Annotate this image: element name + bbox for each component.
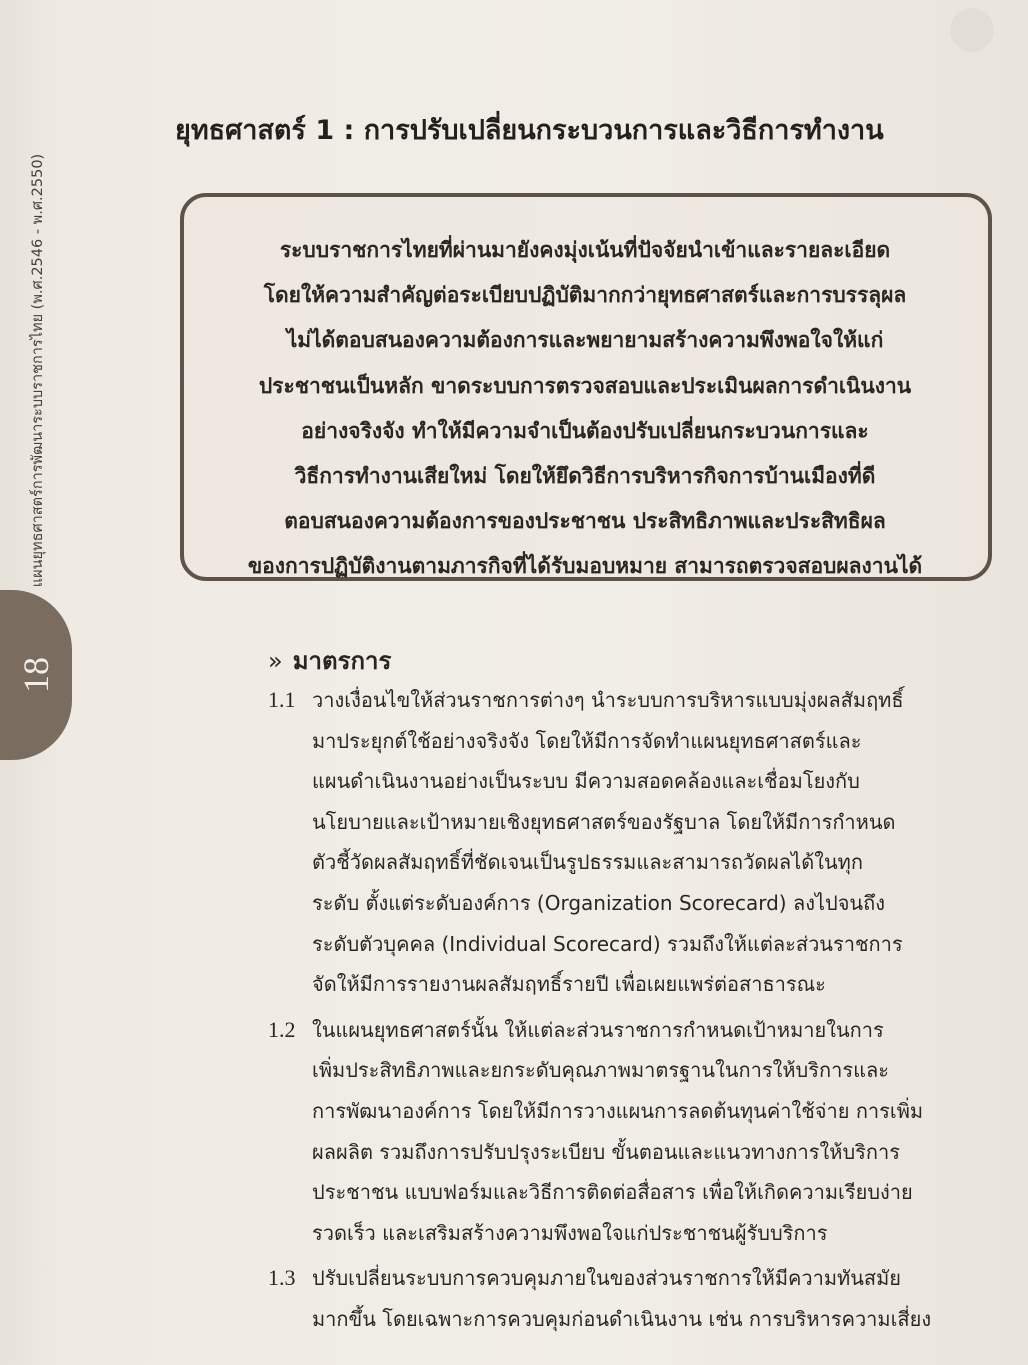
summary-line: ตอบสนองความต้องการของประชาชน ประสิทธิภาพและประสิทธิผล <box>284 509 886 534</box>
measure-line: ผลผลิต รวมถึงการปรับปรุงระเบียบ ขั้นตอนและแนวทางการให้บริการ <box>312 1139 900 1164</box>
measure-line: ระดับตัวบุคคล (Individual Scorecard) รวมถึงให้แต่ละส่วนราชการ <box>312 931 903 956</box>
measure-line: เพิ่มประสิทธิภาพและยกระดับคุณภาพมาตรฐานในการให้บริการและ <box>312 1058 889 1083</box>
measure-item <box>268 1258 1008 1339</box>
measure-item <box>268 1010 1008 1254</box>
measure-line: มากขึ้น โดยเฉพาะการควบคุมก่อนดำเนินงาน เช่น การบริหารความเสี่ยง <box>312 1306 932 1331</box>
measure-line: ประชาชน แบบฟอร์มและวิธีการติดต่อสื่อสาร เพื่อให้เกิดความเรียบง่าย <box>312 1180 913 1205</box>
measure-line: แผนดำเนินงานอย่างเป็นระบบ มีความสอดคล้องและเชื่อมโยงกับ <box>312 769 860 794</box>
summary-line: ไม่ได้ตอบสนองความต้องการและพยายามสร้างความพึงพอใจให้แก่ <box>286 328 884 353</box>
summary-line: ประชาชนเป็นหลัก ขาดระบบการตรวจสอบและประเมินผลการดำเนินงาน <box>258 373 912 398</box>
measures-heading: » มาตรการ <box>268 647 392 675</box>
strategy-heading: ยุทธศาสตร์ 1 : การปรับเปลี่ยนกระบวนการและวิธีการทำงาน <box>175 115 884 146</box>
measure-line: วางเงื่อนไขให้ส่วนราชการต่างๆ นำระบบการบริหารแบบมุ่งผลสัมฤทธิ์ <box>312 688 904 712</box>
measures-list <box>268 680 1008 1345</box>
measure-line: นโยบายและเป้าหมายเชิงยุทธศาสตร์ของรัฐบาล โดยให้มีการกำหนด <box>312 809 896 834</box>
measure-line: จัดให้มีการรายงานผลสัมฤทธิ์รายปี เพื่อเผยแพร่ต่อสาธารณะ <box>312 972 826 997</box>
summary-line: ของการปฏิบัติงานตามภารกิจที่ได้รับมอบหมาย สามารถตรวจสอบผลงานได้ <box>247 554 923 579</box>
summary-text <box>190 228 980 590</box>
measure-number: 1.2 <box>268 1016 296 1042</box>
measure-line: ในแผนยุทธศาสตร์นั้น ให้แต่ละส่วนราชการกำหนดเป้าหมายในการ <box>312 1017 884 1042</box>
measure-line: รวดเร็ว และเสริมสร้างความพึงพอใจแก่ประชาชนผู้รับบริการ <box>312 1220 828 1245</box>
running-head: แผนยุทธศาสตร์การพัฒนาระบบราชการไทย (พ.ศ.2546 - พ.ศ.2550) <box>30 153 47 587</box>
summary-line: โดยให้ความสำคัญต่อระเบียบปฏิบัติมากกว่ายุทธศาสตร์และการบรรลุผล <box>263 283 907 308</box>
chevron-icon: » <box>268 647 283 675</box>
measure-item <box>268 680 1008 1005</box>
measure-line: การพัฒนาองค์การ โดยให้มีการวางแผนการลดต้นทุนค่าใช้จ่าย การเพิ่ม <box>312 1098 924 1123</box>
summary-line: ระบบราชการไทยที่ผ่านมายังคงมุ่งเน้นที่ปัจจัยนำเข้าและรายละเอียด <box>279 238 891 262</box>
measure-line: ตัวชี้วัดผลสัมฤทธิ์ที่ชัดเจนเป็นรูปธรรมและสามารถวัดผลได้ในทุก <box>312 850 863 875</box>
measure-number: 1.3 <box>268 1265 296 1291</box>
measure-line: ปรับเปลี่ยนระบบการควบคุมภายในของส่วนราชการให้มีความทันสมัย <box>312 1266 902 1291</box>
corner-decoration <box>950 8 994 52</box>
summary-line: อย่างจริงจัง ทำให้มีความจำเป็นต้องปรับเปลี่ยนกระบวนการและ <box>301 418 869 443</box>
measure-line: มาประยุกต์ใช้อย่างจริงจัง โดยให้มีการจัดทำแผนยุทธศาสตร์และ <box>312 728 862 753</box>
page-number: 18 <box>16 657 56 693</box>
summary-line: วิธีการทำงานเสียใหม่ โดยให้ยึดวิธีการบริหารกิจการบ้านเมืองที่ดี <box>294 463 876 488</box>
measure-line: ระดับ ตั้งแต่ระดับองค์การ (Organization Scorecard) ลงไปจนถึง <box>312 890 885 915</box>
measure-number: 1.1 <box>268 687 296 712</box>
